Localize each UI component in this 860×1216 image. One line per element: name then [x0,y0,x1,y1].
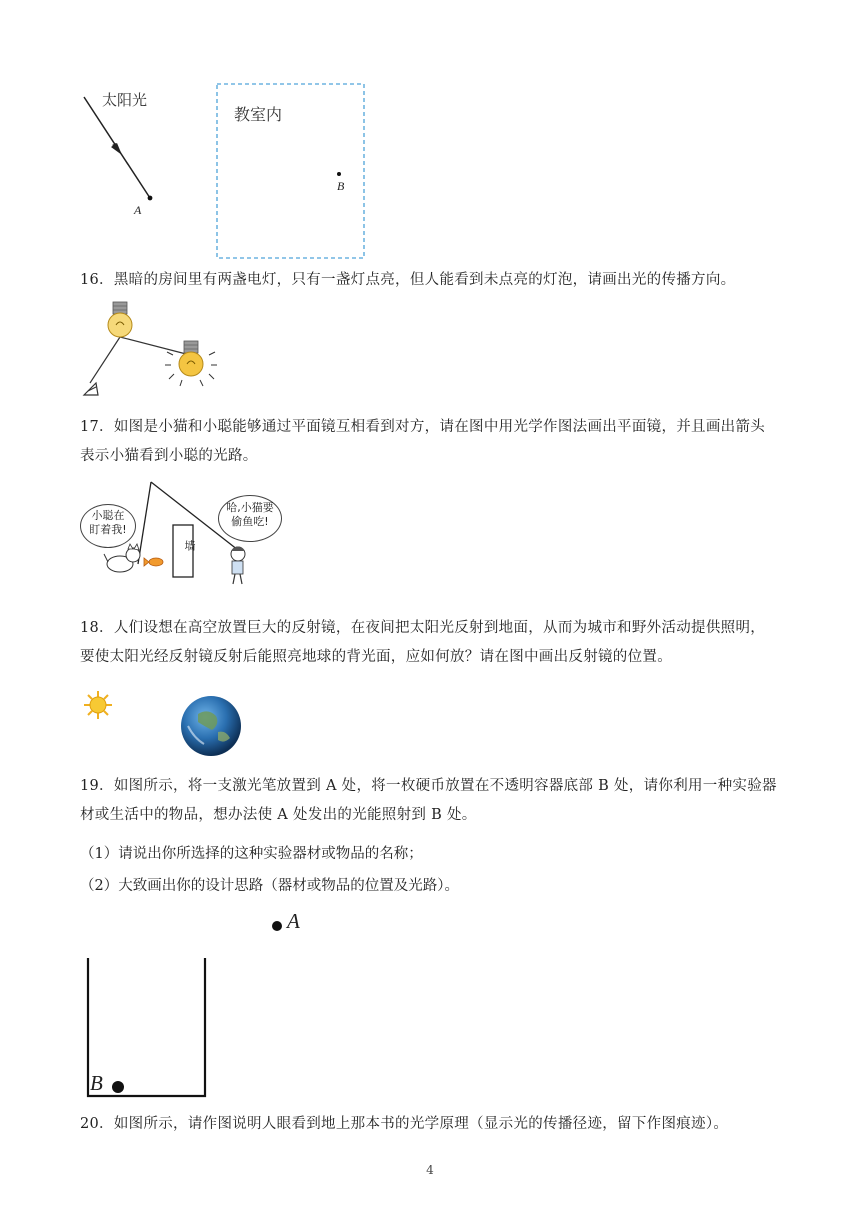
boy-icon [231,547,245,585]
question-19-line2: 材或生活中的物品，想办法使 A 处发出的光能照射到 B 处。 [80,807,477,823]
point-a-label: A [134,203,142,217]
figure-container [80,905,320,1105]
page-number: 4 [426,1163,434,1177]
question-18-line2: 要使太阳光经反射镜反射后能照亮地球的背光面，应如何放？请在图中画出反射镜的位置。 [80,649,672,665]
coin-b-dot [112,1081,124,1093]
eye-icon [84,383,98,395]
question-20: 20．如图所示，请作图说明人眼看到地上那本书的光学原理（显示光的传播径迹，留下作图痕迹）。 [80,1116,729,1132]
point-a-label: A [287,909,300,933]
question-17-line1: 17．如图是小猫和小聪能够通过平面镜互相看到对方，请在图中用光学作图法画出平面镜，并且画出箭头 [80,419,766,435]
point-a-dot [148,196,153,201]
question-19-sub1: （1）请说出你所选择的这种实验器材或物品的名称； [80,846,423,862]
classroom-label: 教室内 [234,105,283,124]
question-19-line1: 19．如图所示，将一支激光笔放置到 A 处，将一枚硬币放置在不透明容器底部 B 处，请你利用一种实验器 [80,778,777,794]
container-outline [88,958,205,1096]
question-16: 16．黑暗的房间里有两盏电灯，只有一盏灯点亮，但人能看到未点亮的灯泡，请画出光的传播方向。 [80,272,736,288]
cat-bubble-line1: 小聪在 [91,509,125,522]
point-b-dot [337,172,341,176]
cat-icon [104,544,140,572]
question-17-line2: 表示小猫看到小聪的光路。 [80,448,258,464]
boy-bubble-line1: 哈,小猫要 [226,501,274,514]
boy-bubble-line2: 偷鱼吃! [231,515,269,528]
wall-rect [173,525,193,577]
boy-speech-bubble [218,495,282,542]
wall-label: 墙 [183,540,196,551]
unlit-bulb-icon [108,302,132,337]
point-a-dot [272,921,282,931]
sun-icon [84,691,112,719]
cat-bubble-line2: 盯着我! [89,523,127,536]
figure-sun-earth [80,686,250,756]
point-b-label: B [337,179,345,193]
question-19-sub2: （2）大致画出你的设计思路（器材或物品的位置及光路）。 [80,878,459,894]
fish-icon [144,558,163,566]
lit-bulb-icon [165,341,217,386]
point-b-label: B [90,1071,103,1095]
earth-icon [181,696,241,756]
question-18-line1: 18．人们设想在高空放置巨大的反射镜，在夜间把太阳光反射到地面，从而为城市和野外活动提供照明， [80,620,766,636]
figure-light-bulbs [70,295,240,405]
sunlight-ray-diagram [0,0,380,270]
sunlight-label: 太阳光 [102,91,148,109]
cat-speech-bubble [80,504,136,548]
